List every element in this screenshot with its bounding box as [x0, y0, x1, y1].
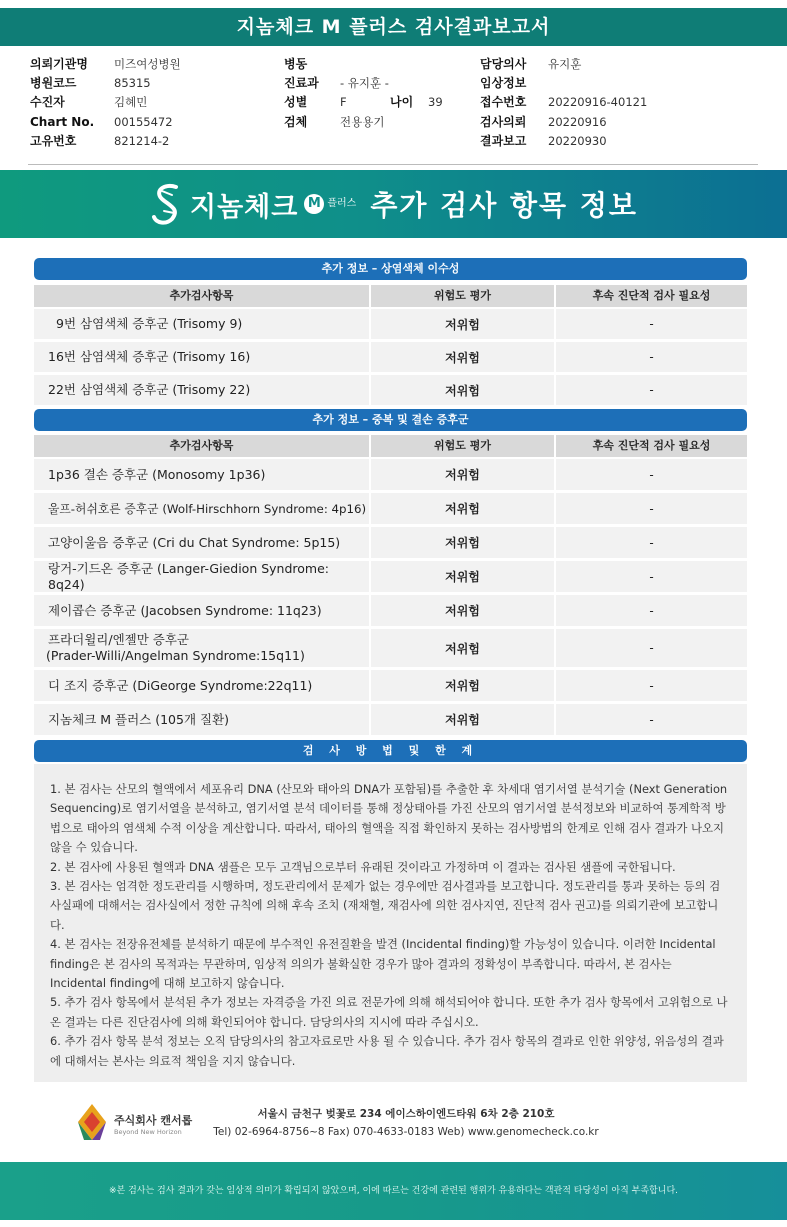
banner-title: 추가 검사 항목 정보 — [370, 189, 638, 222]
disclaimer-band: ※본 검사는 검사 결과가 갖는 임상적 의미가 확립되지 않았으며, 이에 따르는 건강에 관련된 행위가 유용하다는 객관적 타당성이 아직 부족합니다. — [0, 1162, 787, 1220]
row-followup: - — [556, 342, 747, 372]
method-box — [34, 764, 747, 1082]
info-row — [30, 132, 169, 151]
row-risk: 저위험 — [371, 309, 554, 339]
section1-table-header — [34, 285, 747, 307]
table-row — [34, 309, 747, 339]
company-name: 주식회사 캔서롭 — [114, 1114, 193, 1127]
company-contact: Tel) 02-6964-8756~8 Fax) 070-4633-0183 Web) www.genomecheck.co.kr — [213, 1126, 599, 1138]
info-label: 검체 — [284, 115, 308, 129]
row-item-name: 1p36 결손 증후군 (Monosomy 1p36) — [34, 459, 369, 490]
col-header-item: 추가검사항목 — [34, 435, 369, 457]
row-risk: 저위험 — [371, 704, 554, 735]
info-row — [30, 93, 147, 112]
row-item-name: 울프-허쉬호른 증후군 (Wolf-Hirschhorn Syndrome: 4p16) — [34, 493, 369, 524]
row-followup: - — [556, 459, 747, 490]
footer-info — [0, 1096, 787, 1156]
info-row — [480, 93, 647, 112]
table-row — [34, 561, 747, 592]
info-label: Chart No. — [30, 115, 95, 129]
info-divider — [28, 164, 758, 165]
info-value: 전용용기 — [340, 115, 385, 129]
info-value: 00155472 — [114, 115, 173, 129]
row-item-name: 랑거-기드온 증후군 (Langer-Giedion Syndrome: 8q24) — [34, 561, 369, 592]
row-item-name: 16번 삼염색체 증후군 (Trisomy 16) — [34, 342, 369, 372]
row-followup: - — [556, 670, 747, 701]
plus-label: 플러스 — [327, 197, 357, 209]
info-label: 결과보고 — [480, 134, 527, 148]
row-followup: - — [556, 493, 747, 524]
table-row — [34, 493, 747, 524]
method-item: 2. 본 검사에 사용된 혈액과 DNA 샘플은 모두 고객님으로부터 유래된 것이라고 가정하며 이 결과는 검사된 샘플에 국한됩니다. — [50, 859, 676, 874]
table-row — [34, 342, 747, 372]
info-value: 821214-2 — [114, 134, 170, 148]
row-followup: - — [556, 595, 747, 626]
row-item-name: 9번 삼염색체 증후군 (Trisomy 9) — [34, 309, 369, 339]
row-followup: - — [556, 629, 747, 667]
col-header-risk: 위험도 평가 — [371, 285, 554, 307]
row-risk: 저위험 — [371, 375, 554, 405]
method-heading: 검 사 방 법 및 한 계 — [34, 740, 747, 762]
age-label: 나이 — [390, 95, 414, 109]
info-value: 20220930 — [548, 134, 607, 148]
company-logo-icon — [74, 1100, 110, 1146]
company-address: 서울시 금천구 벚꽃로 234 에이스하이엔드타워 6차 2층 210호 — [257, 1108, 555, 1120]
row-followup: - — [556, 309, 747, 339]
col-header-risk: 위험도 평가 — [371, 435, 554, 457]
table-row — [34, 670, 747, 701]
info-row — [30, 113, 173, 132]
row-item-name: 22번 삼염색체 증후군 (Trisomy 22) — [34, 375, 369, 405]
col-header-followup: 후속 진단적 검사 필요성 — [556, 285, 747, 307]
info-row — [284, 74, 389, 93]
info-row — [284, 113, 384, 132]
method-item: 3. 본 검사는 엄격한 정도관리를 시행하며, 정도관리에서 문제가 없는 경우에만 검사결과를 보고합니다. 정도관리를 통과 못하는 등의 검사실패에 대해서는 검사실에서 정한 규칙에 의해 후속 조치 (재채혈, 재검사에 의한 검사지연, 진단적 검사 권고)를 의뢰기관에 보고합니다. — [50, 879, 721, 932]
table-row — [34, 527, 747, 558]
row-followup: - — [556, 527, 747, 558]
table-row — [34, 704, 747, 735]
method-item: 1. 본 검사는 산모의 혈액에서 세포유리 DNA (산모와 태아의 DNA가 포함됨)를 추출한 후 차세대 염기서열 분석기술 (Next Generation Sequencing)로 염기서열을 분석하고, 염기서열 분석 데이터를 통해 정상태아를 가진 산모의 염기서열 분석정보와 비교하여 통계학적 방법으로 태아의 염색체 수적 이상을 계산합니다. 따라서, 태아의 혈액을 직접 확인하지 못하는 검사방법의 한계로 인해 검사 결과가 나오지 않을 수 있습니다. — [50, 782, 728, 855]
info-label: 검사의뢰 — [480, 115, 527, 129]
row-item-name — [34, 629, 369, 667]
row-risk: 저위험 — [371, 527, 554, 558]
row-risk: 저위험 — [371, 342, 554, 372]
col-header-item: 추가검사항목 — [34, 285, 369, 307]
info-value: 유지훈 — [548, 57, 582, 71]
brand-banner — [0, 170, 787, 238]
section2-heading: 추가 정보 – 중복 및 결손 증후군 — [34, 409, 747, 431]
info-value: 20220916-40121 — [548, 95, 648, 109]
info-row — [284, 93, 443, 112]
method-list — [34, 764, 747, 1071]
info-row — [480, 113, 607, 132]
table-row — [34, 375, 747, 405]
info-label: 담당의사 — [480, 57, 527, 71]
info-label: 접수번호 — [480, 95, 527, 109]
method-item: 6. 추가 검사 항목 분석 정보는 오직 담당의사의 참고자료로만 사용 될 수 있습니다. 추가 검사 항목의 결과로 인한 위양성, 위음성의 결과에 대해서는 본사는 의료적 책임을 지지 않습니다. — [50, 1034, 724, 1068]
row-item-name-line2: (Prader-Willi/Angelman Syndrome:15q11) — [46, 648, 305, 663]
info-label: 수진자 — [30, 95, 65, 109]
info-value: F — [340, 95, 347, 109]
row-risk: 저위험 — [371, 595, 554, 626]
table-row — [34, 595, 747, 626]
row-followup: - — [556, 375, 747, 405]
col-header-followup: 후속 진단적 검사 필요성 — [556, 435, 747, 457]
row-followup: - — [556, 561, 747, 592]
age-value: 39 — [428, 95, 443, 109]
row-risk: 저위험 — [371, 561, 554, 592]
info-row — [480, 132, 607, 151]
table-row — [34, 459, 747, 490]
row-risk: 저위험 — [371, 670, 554, 701]
company-slogan: Beyond New Horizon — [114, 1128, 182, 1136]
info-row — [480, 55, 581, 74]
row-risk: 저위험 — [371, 629, 554, 667]
info-value: 85315 — [114, 76, 151, 90]
info-value: 미즈여성병원 — [114, 57, 181, 71]
info-label: 성별 — [284, 95, 308, 109]
row-item-name-line1: 프라더윌리/엔젤만 증후군 — [48, 632, 190, 647]
info-label: 의뢰기관명 — [30, 57, 88, 71]
section1-heading: 추가 정보 – 상염색체 이수성 — [34, 258, 747, 280]
method-item: 4. 본 검사는 전장유전체를 분석하기 때문에 부수적인 유전질환을 발견 (Incidental finding)할 가능성이 있습니다. 이러한 Incidental finding은 본 검사의 목적과는 무관하며, 임상적 의의가 불확실한 경우가 많아 결과의 정확성이 부족합니다. 따라서, 본 검사는 Incidental finding에 대해 보고하지 않습니다. — [50, 937, 716, 991]
info-label: 병동 — [284, 57, 308, 71]
row-item-name: 디 조지 증후군 (DiGeorge Syndrome:22q11) — [34, 670, 369, 701]
brand-name: 지놈체크 — [190, 191, 299, 223]
info-value: 20220916 — [548, 115, 607, 129]
info-row — [284, 55, 340, 74]
table-row — [34, 629, 747, 667]
report-title: 지놈체크 M 플러스 검사결과보고서 — [0, 8, 787, 46]
info-label: 고유번호 — [30, 134, 77, 148]
info-value: - 유지훈 - — [340, 76, 389, 90]
section2-table-header — [34, 435, 747, 457]
row-followup: - — [556, 704, 747, 735]
company-logo — [74, 1100, 194, 1150]
info-label: 병원코드 — [30, 76, 77, 90]
m-badge: M — [304, 194, 324, 214]
row-item-name: 제이콥슨 증후군 (Jacobsen Syndrome: 11q23) — [34, 595, 369, 626]
info-label: 임상정보 — [480, 76, 527, 90]
row-risk: 저위험 — [371, 459, 554, 490]
row-item-name: 지놈체크 M 플러스 (105개 질환) — [34, 704, 369, 735]
info-row — [30, 74, 151, 93]
info-row — [480, 74, 548, 93]
row-risk: 저위험 — [371, 493, 554, 524]
method-item: 5. 추가 검사 항목에서 분석된 추가 정보는 자격증을 가진 의료 전문가에 의해 해석되어야 합니다. 또한 추가 검사 항목에서 고위험으로 나온 결과는 다른 진단검사에 의해 확인되어야 합니다. 담당의사의 지시에 따라 주십시오. — [50, 995, 728, 1029]
info-value: 김혜민 — [114, 95, 148, 109]
info-row — [30, 55, 181, 74]
patient-info — [0, 52, 787, 162]
dna-logo-icon — [150, 181, 186, 227]
banner-content — [150, 180, 638, 228]
row-item-name: 고양이울음 증후군 (Cri du Chat Syndrome: 5p15) — [34, 527, 369, 558]
info-label: 진료과 — [284, 76, 319, 90]
